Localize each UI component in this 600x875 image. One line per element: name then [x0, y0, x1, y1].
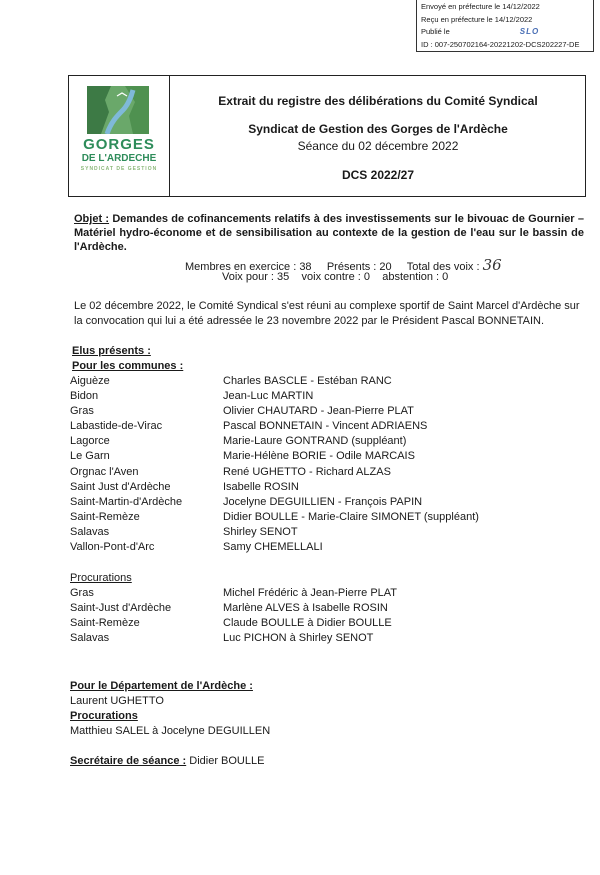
elu-names: Marie-Hélène BORIE - Odile MARCAIS [223, 450, 415, 463]
departement-procuration: Matthieu SALEL à Jocelyne DEGUILLEN [70, 725, 271, 737]
members-count: Membres en exercice : 38 [185, 261, 312, 273]
document-header [68, 75, 586, 197]
objet-paragraph [74, 212, 584, 254]
intro-paragraph: Le 02 décembre 2022, le Comité Syndical s'est réuni au complexe sportif de Saint Marcel d'Ardèche sur la convocation qui lui a été adressée le 23 novembre 2022 par le Président Pascal BONNETAIN. [74, 300, 580, 327]
elu-names: Marie-Laure GONTRAND (suppléant) [223, 435, 407, 448]
procuration-names: Claude BOULLE à Didier BOULLE [223, 617, 392, 630]
procuration-commune: Saint-Just d'Ardèche [70, 602, 172, 615]
communes-heading: Pour les communes : [72, 360, 184, 372]
prefecture-stamp [416, 0, 594, 52]
stamp-sent: Envoyé en préfecture le 14/12/2022 [421, 2, 540, 11]
objet-text: Demandes de cofinancements relatifs à des investissements sur le bivouac de Gournier – Matériel hydro-économe et de sensibilisation au contexte de la gestion de l'eau sur le bassin de l'Ardèche. [74, 213, 584, 253]
votes-against: voix contre : 0 [301, 271, 370, 283]
votes-abstention: abstention : 0 [382, 271, 449, 283]
elu-commune: Gras [70, 405, 94, 418]
elu-commune: Saint-Martin-d'Ardèche [70, 495, 183, 508]
secretaire-label: Secrétaire de séance : [70, 755, 187, 767]
total-votes-value: 36 [482, 256, 502, 274]
elu-commune: Labastide-de-Virac [70, 420, 163, 433]
register-title: Extrait du registre des délibérations du Comité Syndical [218, 94, 538, 108]
elu-commune: Orgnac l'Aven [70, 465, 139, 478]
elu-names: Jocelyne DEGUILLIEN - François PAPIN [223, 495, 423, 508]
logo-text-gorges: GORGES [83, 136, 155, 153]
logo-text-ardeche: DE L'ARDECHE [81, 153, 157, 164]
elu-commune: Saint Just d'Ardèche [70, 480, 171, 493]
stamp-id: ID : 007-250702164-20221202-DCS202227-DE [421, 39, 580, 49]
elu-commune: Lagorce [70, 435, 110, 448]
elu-names: Olivier CHAUTARD - Jean-Pierre PLAT [223, 405, 414, 418]
elu-names: Didier BOULLE - Marie-Claire SIMONET (suppléant) [223, 510, 479, 523]
votes-for: Voix pour : 35 [222, 271, 290, 283]
procurations-heading: Procurations [70, 572, 132, 584]
logo-text-syndicat: SYNDICAT DE GESTION [80, 166, 158, 172]
logo [69, 76, 170, 196]
objet-label: Objet : [74, 213, 110, 225]
gorges-logo-icon [87, 86, 149, 134]
elu-commune: Salavas [70, 525, 110, 538]
stamp-published-label: Publié le [421, 27, 450, 36]
elu-names: Shirley SENOT [223, 525, 298, 538]
elu-names: Charles BASCLE - Estéban RANC [223, 375, 392, 387]
elu-commune: Saint-Remèze [70, 510, 140, 523]
elu-names: Samy CHEMELLALI [223, 541, 323, 554]
procuration-names: Michel Frédéric à Jean-Pierre PLAT [223, 587, 398, 599]
secretaire-name: Didier BOULLE [189, 755, 265, 767]
procuration-commune: Salavas [70, 632, 110, 645]
votes-line-2 [222, 271, 448, 283]
elu-commune: Aiguèze [70, 375, 110, 387]
procuration-commune: Saint-Remèze [70, 617, 140, 630]
elu-commune: Le Garn [70, 450, 110, 463]
secretaire-line [70, 755, 264, 767]
departement-member: Laurent UGHETTO [70, 695, 164, 707]
syndicate-name: Syndicat de Gestion des Gorges de l'Ardèche [248, 122, 508, 136]
present-count: Présents : 20 [326, 261, 392, 273]
elu-commune: Vallon-Pont-d'Arc [70, 541, 155, 554]
elu-commune: Bidon [70, 390, 99, 403]
procuration-names: Luc PICHON à Shirley SENOT [223, 632, 374, 645]
session-date: Séance du 02 décembre 2022 [297, 139, 459, 153]
procuration-names: Marlène ALVES à Isabelle ROSIN [223, 602, 388, 615]
procuration-commune: Gras [70, 587, 94, 599]
elu-names: Pascal BONNETAIN - Vincent ADRIAENS [223, 420, 428, 433]
stamp-received: Reçu en préfecture le 14/12/2022 [421, 14, 533, 24]
stamp-published-mark: SLO [519, 27, 540, 36]
departement-heading: Pour le Département de l'Ardèche : [70, 680, 253, 692]
elu-names: Jean-Luc MARTIN [223, 390, 314, 403]
elus-heading: Elus présents : [72, 345, 151, 357]
elu-names: René UGHETTO - Richard ALZAS [223, 465, 391, 478]
stamp-published [421, 26, 589, 39]
total-votes-label: Total des voix : [406, 261, 480, 273]
deliberation-code: DCS 2022/27 [341, 168, 415, 182]
departement-procurations-heading: Procurations [70, 710, 138, 722]
elu-names: Isabelle ROSIN [223, 480, 299, 493]
